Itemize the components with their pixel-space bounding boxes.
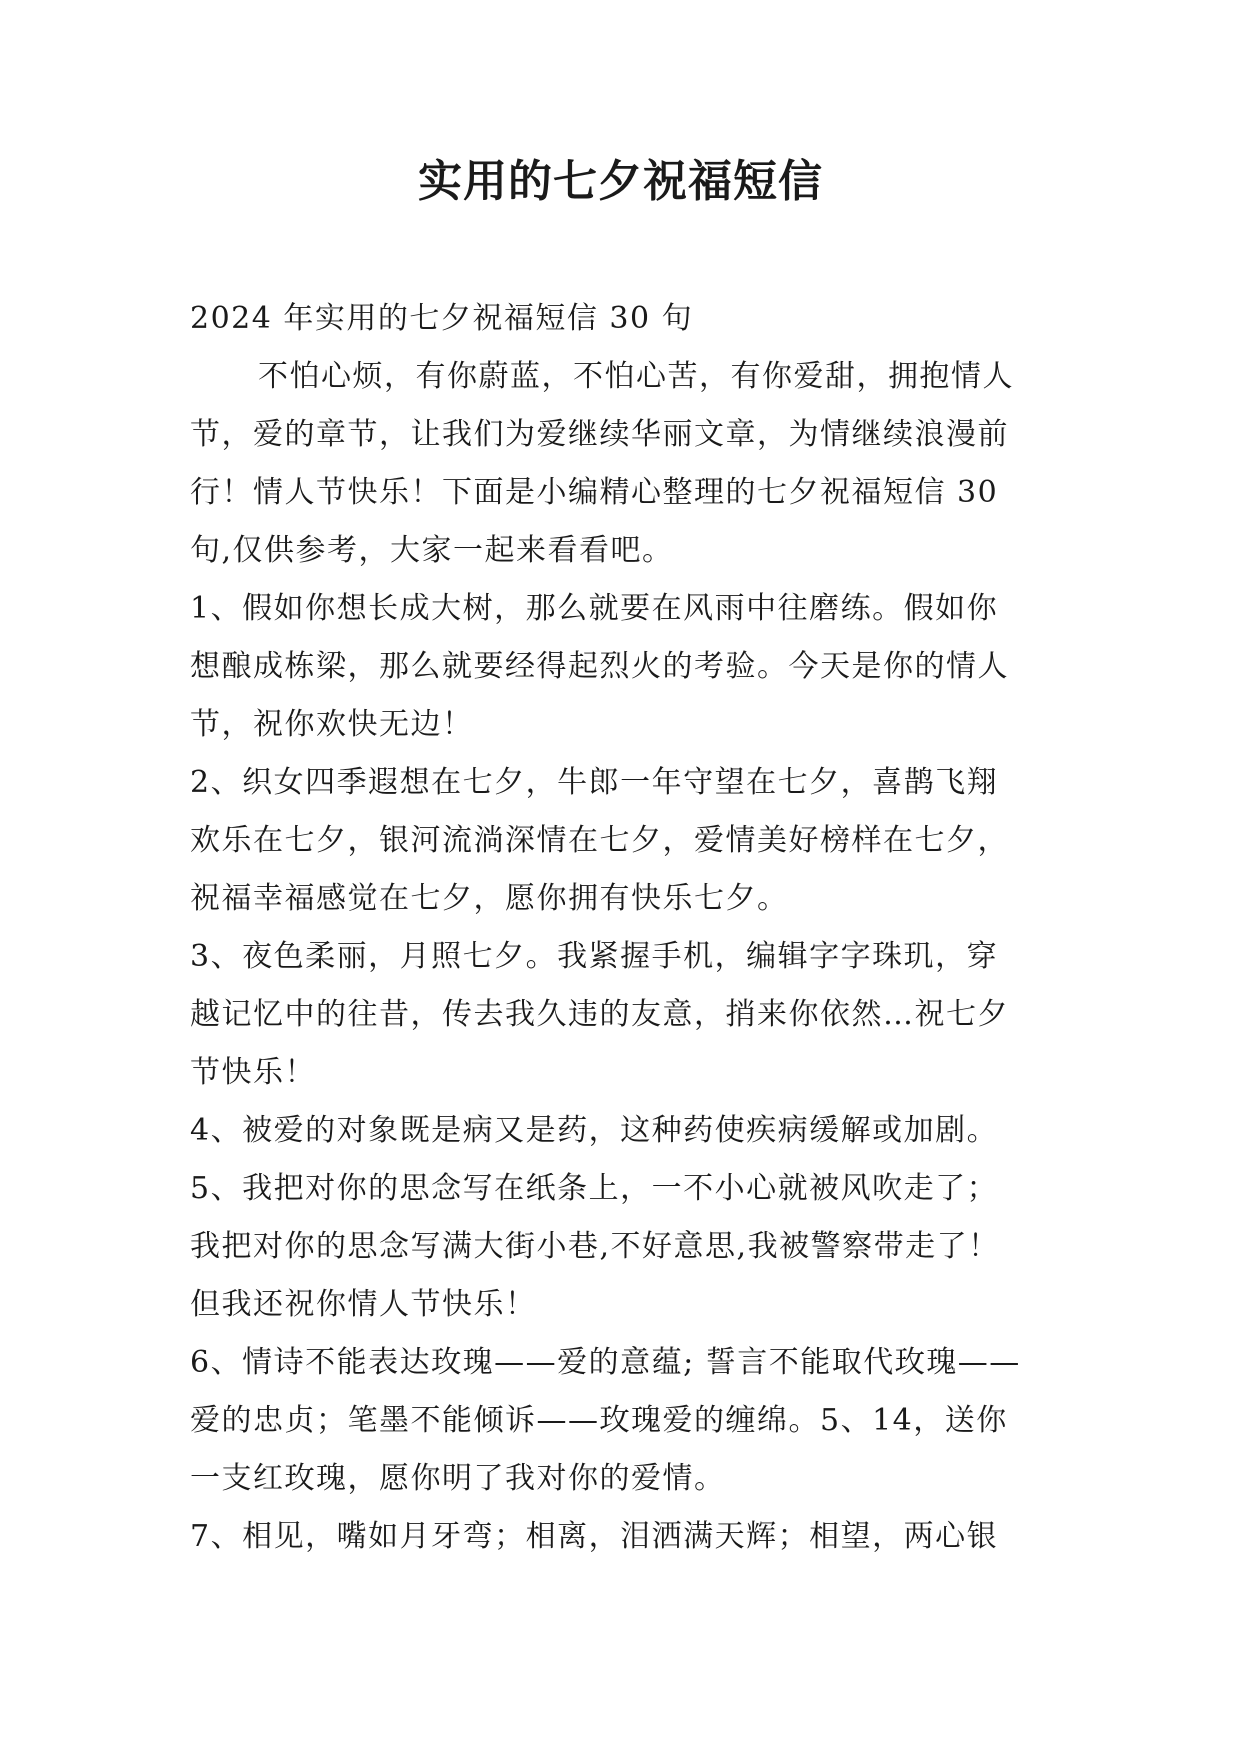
text-line: 3、夜色柔丽，月照七夕。我紧握手机，编辑字字珠玑，穿 (190, 939, 999, 974)
text-line: 但我还祝你情人节快乐！ (190, 1287, 537, 1322)
text-line: 节，祝你欢快无边！ (190, 707, 474, 742)
text-line: 行！情人节快乐！下面是小编精心整理的七夕祝福短信 30 (190, 475, 999, 510)
text-line: 一支红玫瑰，愿你明了我对你的爱情。 (190, 1461, 726, 1496)
text-line: 节，爱的章节，让我们为爱继续华丽文章，为情继续浪漫前 (190, 417, 1009, 452)
text-line: 节快乐！ (190, 1055, 316, 1090)
text-line: 句,仅供参考，大家一起来看看吧。 (190, 533, 674, 568)
document-body (190, 290, 1065, 1566)
text-line: 4、被爱的对象既是病又是药，这种药使疾病缓解或加剧。 (190, 1113, 999, 1148)
text-line: 不怕心烦，有你蔚蓝，不怕心苦，有你爱甜，拥抱情人 (258, 359, 1014, 394)
text-line: 5、我把对你的思念写在纸条上，一不小心就被风吹走了； (190, 1171, 999, 1206)
text-line: 爱的忠贞；笔墨不能倾诉——玫瑰爱的缠绵。5、14，送你 (190, 1403, 1008, 1438)
text-line: 想酿成栋梁，那么就要经得起烈火的考验。今天是你的情人 (190, 649, 1009, 684)
text-line: 欢乐在七夕，银河流淌深情在七夕，爱情美好榜样在七夕， (190, 823, 1009, 858)
text-line: 我把对你的思念写满大街小巷,不好意思,我被警察带走了！ (190, 1229, 1000, 1264)
text-line: 2、织女四季遐想在七夕，牛郎一年守望在七夕，喜鹊飞翔 (190, 765, 999, 800)
text-line: 1、假如你想长成大树，那么就要在风雨中往磨练。假如你 (190, 591, 999, 626)
text-line: 7、相见，嘴如月牙弯；相离，泪洒满天辉；相望，两心银 (190, 1519, 999, 1554)
text-line: 越记忆中的往昔，传去我久违的友意，捎来你依然…祝七夕 (190, 997, 1009, 1032)
text-line: 2024 年实用的七夕祝福短信 30 句 (190, 301, 694, 336)
text-line: 6、情诗不能表达玫瑰——爱的意蕴; 誓言不能取代玫瑰—— (190, 1345, 1021, 1380)
document-title: 实用的七夕祝福短信 (418, 156, 823, 207)
text-line: 祝福幸福感觉在七夕，愿你拥有快乐七夕。 (190, 881, 789, 916)
